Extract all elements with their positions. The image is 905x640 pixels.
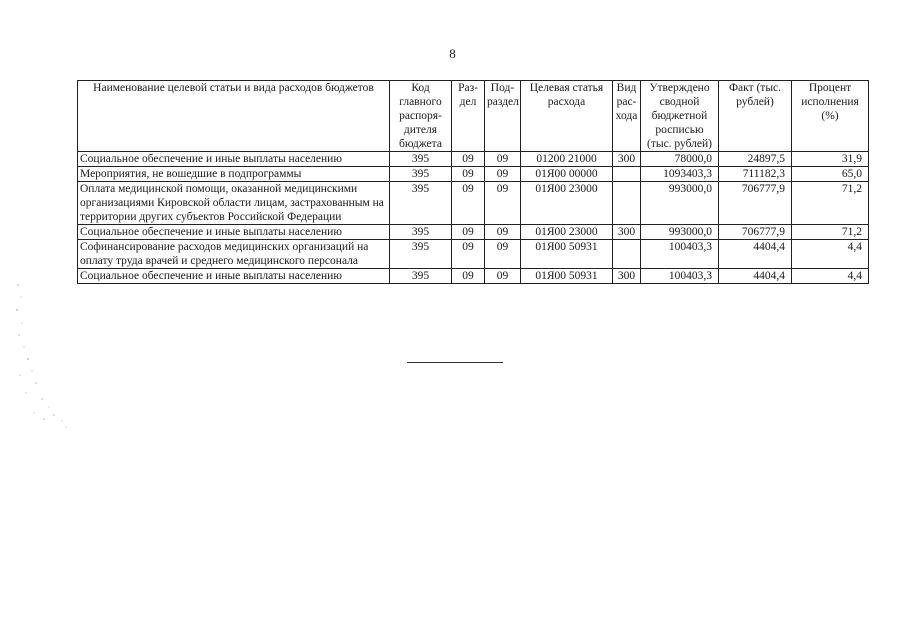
header-subsection: Под-раздел bbox=[485, 81, 521, 152]
cell-type bbox=[613, 167, 641, 182]
cell-subsection: 09 bbox=[485, 152, 521, 167]
table-row bbox=[78, 225, 869, 240]
cell-section: 09 bbox=[452, 167, 485, 182]
cell-name: Софинансирование расходов медицинских организаций на оплату труда врачей и среднего медицинского персонала bbox=[78, 240, 390, 269]
cell-type: 300 bbox=[613, 225, 641, 240]
header-section: Раз-дел bbox=[452, 81, 485, 152]
cell-name: Социальное обеспечение и иные выплаты населению bbox=[78, 225, 390, 240]
table-row bbox=[78, 152, 869, 167]
header-fact: Факт (тыс. рублей) bbox=[719, 81, 792, 152]
cell-target: 01Я00 50931 bbox=[521, 269, 613, 284]
table-header-row bbox=[78, 81, 869, 152]
header-approved: Утверждено сводной бюджетной росписью (тыс. рублей) bbox=[641, 81, 719, 152]
cell-fact: 24897,5 bbox=[719, 152, 792, 167]
cell-section: 09 bbox=[452, 269, 485, 284]
cell-section: 09 bbox=[452, 182, 485, 225]
cell-code: 395 bbox=[390, 182, 452, 225]
cell-type: 300 bbox=[613, 152, 641, 167]
cell-target: 01Я00 23000 bbox=[521, 225, 613, 240]
cell-subsection: 09 bbox=[485, 182, 521, 225]
cell-percent: 4,4 bbox=[792, 240, 869, 269]
budget-execution-table bbox=[77, 80, 869, 284]
cell-code: 395 bbox=[390, 240, 452, 269]
header-percent: Процент исполнения (%) bbox=[792, 81, 869, 152]
cell-name: Мероприятия, не вошедшие в подпрограммы bbox=[78, 167, 390, 182]
cell-fact: 4404,4 bbox=[719, 240, 792, 269]
cell-name: Социальное обеспечение и иные выплаты населению bbox=[78, 152, 390, 167]
cell-subsection: 09 bbox=[485, 167, 521, 182]
cell-code: 395 bbox=[390, 167, 452, 182]
table-row bbox=[78, 240, 869, 269]
cell-fact: 706777,9 bbox=[719, 182, 792, 225]
cell-section: 09 bbox=[452, 240, 485, 269]
cell-target: 01Я00 50931 bbox=[521, 240, 613, 269]
cell-name: Социальное обеспечение и иные выплаты населению bbox=[78, 269, 390, 284]
cell-subsection: 09 bbox=[485, 269, 521, 284]
cell-code: 395 bbox=[390, 269, 452, 284]
table-row bbox=[78, 182, 869, 225]
cell-percent: 71,2 bbox=[792, 225, 869, 240]
cell-percent: 4,4 bbox=[792, 269, 869, 284]
cell-percent: 65,0 bbox=[792, 167, 869, 182]
cell-approved: 993000,0 bbox=[641, 182, 719, 225]
cell-approved: 993000,0 bbox=[641, 225, 719, 240]
cell-type bbox=[613, 182, 641, 225]
cell-approved: 78000,0 bbox=[641, 152, 719, 167]
cell-name: Оплата медицинской помощи, оказанной медицинскими организациями Кировской области лицам, застрахованным на территории других субъектов Российской Федерации bbox=[78, 182, 390, 225]
cell-fact: 706777,9 bbox=[719, 225, 792, 240]
header-code: Код главного распоря-дителя бюджета bbox=[390, 81, 452, 152]
cell-code: 395 bbox=[390, 152, 452, 167]
cell-percent: 31,9 bbox=[792, 152, 869, 167]
divider-line bbox=[407, 362, 503, 363]
cell-percent: 71,2 bbox=[792, 182, 869, 225]
cell-approved: 100403,3 bbox=[641, 240, 719, 269]
cell-target: 01200 21000 bbox=[521, 152, 613, 167]
cell-section: 09 bbox=[452, 152, 485, 167]
cell-target: 01Я00 00000 bbox=[521, 167, 613, 182]
cell-target: 01Я00 23000 bbox=[521, 182, 613, 225]
cell-code: 395 bbox=[390, 225, 452, 240]
cell-type bbox=[613, 240, 641, 269]
header-target: Целевая статья расхода bbox=[521, 81, 613, 152]
cell-subsection: 09 bbox=[485, 225, 521, 240]
cell-approved: 1093403,3 bbox=[641, 167, 719, 182]
table-row bbox=[78, 167, 869, 182]
header-type: Вид рас-хода bbox=[613, 81, 641, 152]
scan-noise bbox=[14, 275, 74, 445]
page-number: 8 bbox=[449, 46, 456, 61]
cell-subsection: 09 bbox=[485, 240, 521, 269]
table-row bbox=[78, 269, 869, 284]
cell-fact: 4404,4 bbox=[719, 269, 792, 284]
cell-type: 300 bbox=[613, 269, 641, 284]
cell-approved: 100403,3 bbox=[641, 269, 719, 284]
cell-section: 09 bbox=[452, 225, 485, 240]
header-name: Наименование целевой статьи и вида расходов бюджетов bbox=[78, 81, 390, 152]
cell-fact: 711182,3 bbox=[719, 167, 792, 182]
